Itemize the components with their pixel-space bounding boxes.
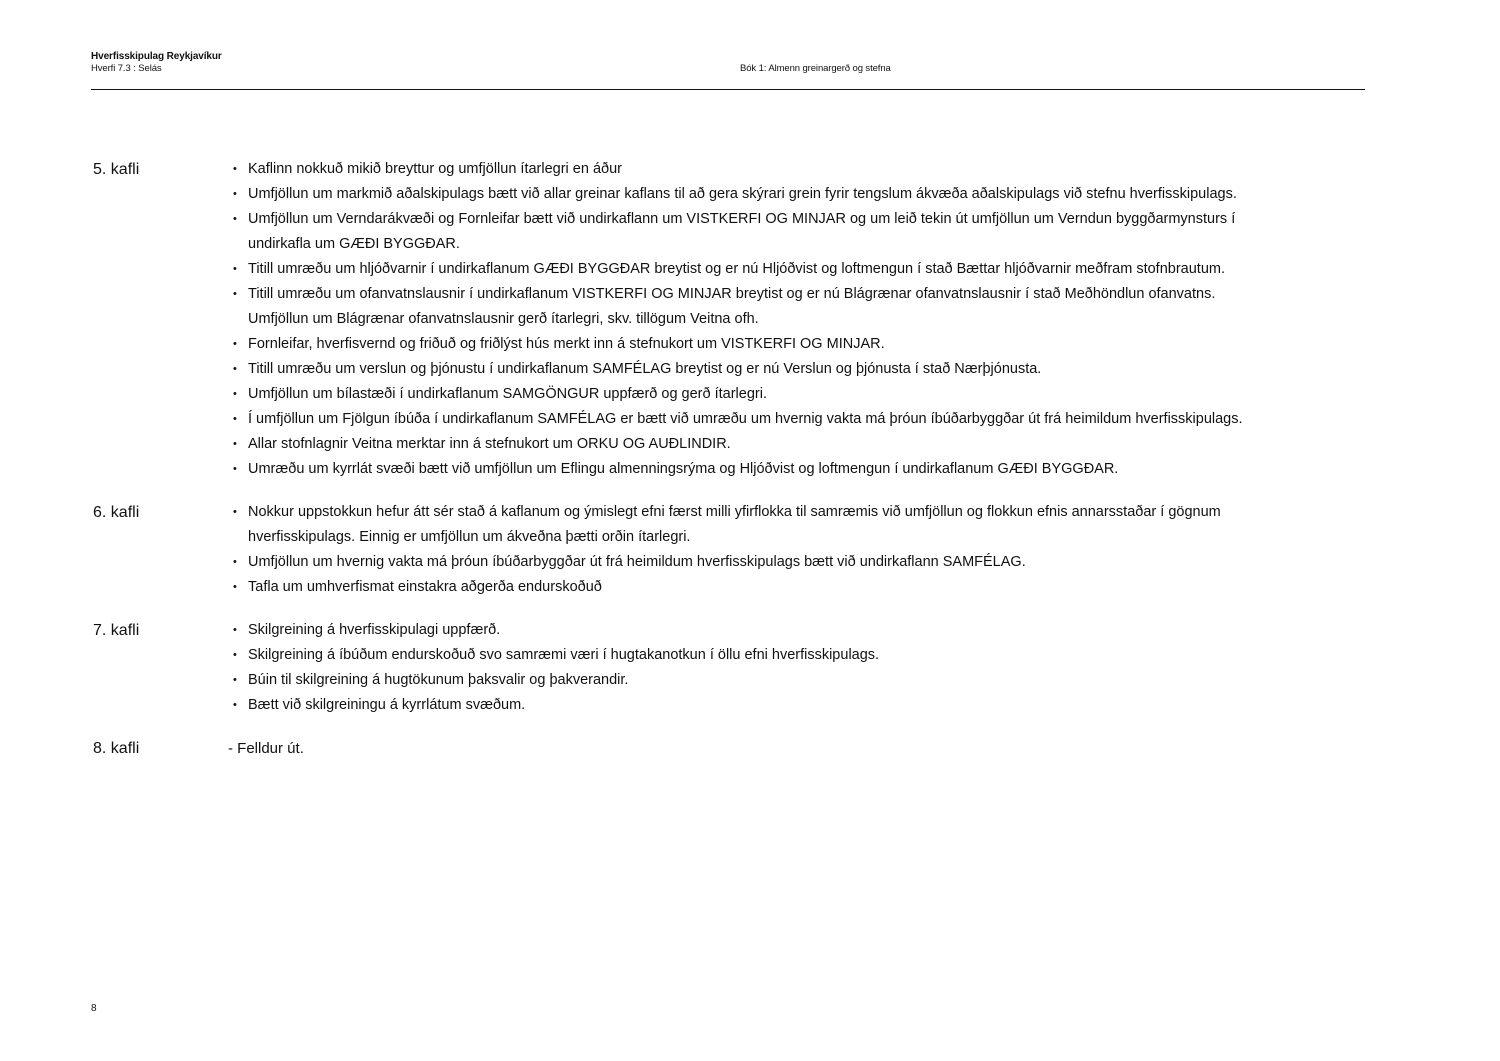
bullet-icon: • — [233, 413, 237, 425]
list-item: • Skilgreining á íbúðum endurskoðuð svo samræmi væri í hugtakanotkun í öllu efni hverfisskipulags. — [0, 643, 1268, 668]
chapter-label: 6. kafli — [93, 504, 140, 521]
list-item: • Nokkur uppstokkun hefur átt sér stað á kaflanum og ýmislegt efni færst milli yfirflokka til samræmis við umfjöllun og flokkun efnis annarsstaðar í gögnum hverfisskipulags. Einnig er umfjöllun um ákveðna þætti orðin ítarlegri. — [0, 500, 1268, 550]
list-item: • Allar stofnlagnir Veitna merktar inn á stefnukort um ORKU OG AUÐLINDIR. — [0, 432, 1268, 457]
bullet-icon: • — [233, 213, 237, 225]
list-item: • Búin til skilgreining á hugtökunum þaksvalir og þakverandir. — [0, 668, 1268, 693]
list-item: • Umfjöllun um Verndarákvæði og Fornleifar bætt við undirkaflann um VISTKERFI OG MINJAR og um leið tekin út umfjöllun um Verndun byggðarmynsturs í undirkafla um GÆÐI BYGGÐAR. — [0, 207, 1268, 257]
chapter-8 — [0, 736, 1500, 761]
bullet-icon: • — [233, 556, 237, 568]
document-header — [91, 51, 222, 74]
bullet-icon: • — [233, 581, 237, 593]
bullet-icon: • — [233, 649, 237, 661]
list-item: • Titill umræðu um verslun og þjónustu í undirkaflanum SAMFÉLAG breytist og er nú Verslun og þjónusta í stað Nærþjónusta. — [0, 357, 1268, 382]
chapter-5 — [0, 157, 1500, 482]
list-item: • Skilgreining á hverfisskipulagi uppfærð. — [0, 618, 1268, 643]
list-item: • Umfjöllun um bílastæði í undirkaflanum SAMGÖNGUR uppfærð og gerð ítarlegri. — [0, 382, 1268, 407]
list-item: • Í umfjöllun um Fjölgun íbúða í undirkaflanum SAMFÉLAG er bætt við umræðu um hvernig vakta má þróun íbúðarbyggðar út frá heimildum hverfisskipulags. — [0, 407, 1268, 432]
chapter-6-list — [0, 500, 1500, 600]
chapter-label: 5. kafli — [93, 161, 140, 178]
bullet-icon: • — [233, 388, 237, 400]
chapter-label: 7. kafli — [93, 622, 140, 639]
list-item: • Titill umræðu um hljóðvarnir í undirkaflanum GÆÐI BYGGÐAR breytist og er nú Hljóðvist og loftmengun í stað Bættar hljóðvarnir meðfram stofnbrautum. — [0, 257, 1268, 282]
list-item: • Umræðu um kyrrlát svæði bætt við umfjöllun um Eflingu almenningsrýma og Hljóðvist og loftmengun í undirkaflanum GÆÐI BYGGÐAR. — [0, 457, 1268, 482]
document-title: Hverfisskipulag Reykjavíkur — [91, 51, 222, 62]
bullet-icon: • — [233, 624, 237, 636]
chapter-6 — [0, 500, 1500, 600]
bullet-icon: • — [233, 263, 237, 275]
bullet-icon: • — [233, 338, 237, 350]
document-body — [0, 157, 1500, 779]
page-number: 8 — [91, 1003, 97, 1014]
bullet-icon: • — [233, 188, 237, 200]
chapter-7 — [0, 618, 1500, 718]
chapter-5-list — [0, 157, 1500, 482]
list-item: • Umfjöllun um hvernig vakta má þróun íbúðarbyggðar út frá heimildum hverfisskipulags bætt við undirkaflann SAMFÉLAG. — [0, 550, 1268, 575]
bullet-icon: • — [233, 463, 237, 475]
list-item: • Fornleifar, hverfisvernd og friðuð og friðlýst hús merkt inn á stefnukort um VISTKERFI OG MINJAR. — [0, 332, 1268, 357]
list-item: • Kaflinn nokkuð mikið breyttur og umfjöllun ítarlegri en áður — [0, 157, 1268, 182]
bullet-icon: • — [233, 674, 237, 686]
list-item: • Umfjöllun um markmið aðalskipulags bætt við allar greinar kaflans til að gera skýrari grein fyrir tengslum ákvæða aðalskipulags við stefnu hverfisskipulags. — [0, 182, 1268, 207]
bullet-icon: • — [233, 506, 237, 518]
book-title: Bók 1: Almenn greinargerð og stefna — [740, 63, 891, 74]
list-item: • Titill umræðu um ofanvatnslausnir í undirkaflanum VISTKERFI OG MINJAR breytist og er nú Blágrænar ofanvatnslausnir í stað Meðhöndlun ofanvatns. Umfjöllun um Blágrænar ofanvatnslausnir gerð ítarlegri, skv. tillögum Veitna ofh. — [0, 282, 1268, 332]
header-divider — [91, 89, 1365, 90]
bullet-icon: • — [233, 163, 237, 175]
bullet-icon: • — [233, 699, 237, 711]
document-subtitle: Hverfi 7.3 : Selás — [91, 63, 162, 74]
bullet-icon: • — [233, 438, 237, 450]
chapter-8-text: - Felldur út. — [228, 740, 304, 757]
list-item: • Bætt við skilgreiningu á kyrrlátum svæðum. — [0, 693, 1268, 718]
bullet-icon: • — [233, 363, 237, 375]
chapter-7-list — [0, 618, 1500, 718]
chapter-label: 8. kafli — [93, 740, 140, 757]
list-item: • Tafla um umhverfismat einstakra aðgerða endurskoðuð — [0, 575, 1268, 600]
bullet-icon: • — [233, 288, 237, 300]
